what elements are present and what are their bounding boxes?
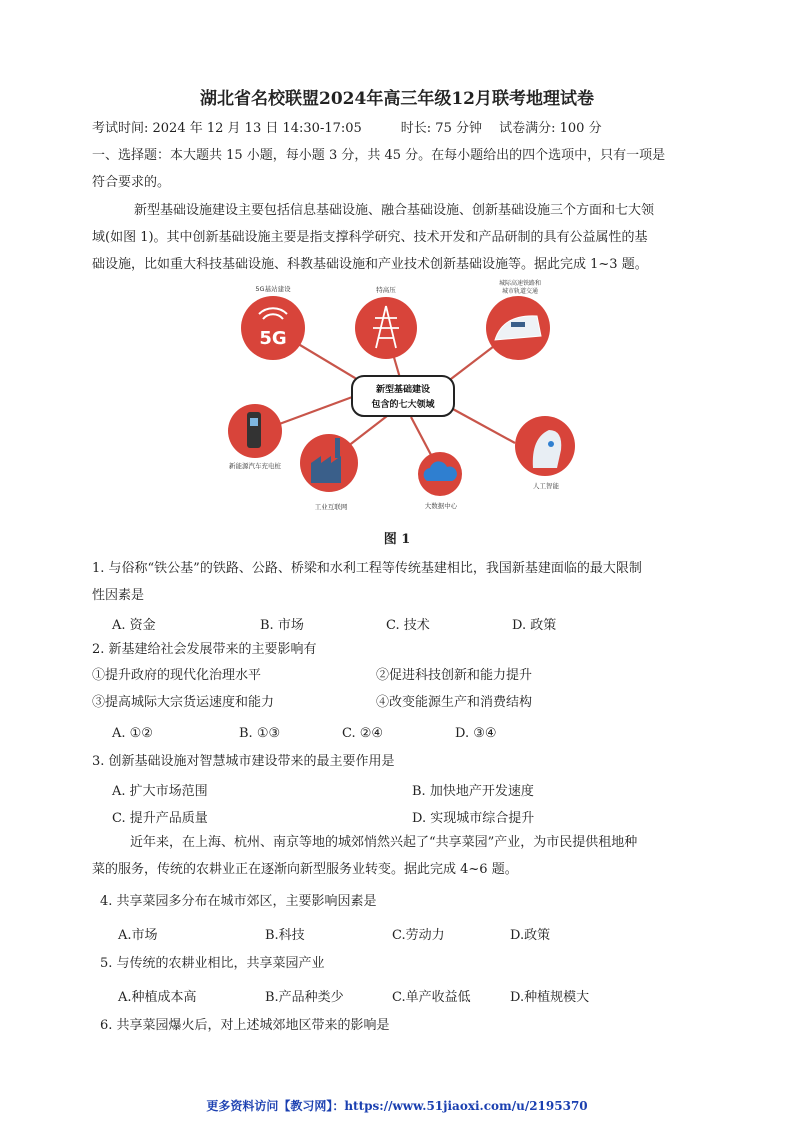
charging-pile-icon <box>247 412 261 448</box>
node-label-ai: 人工智能 <box>533 482 559 490</box>
node-uhv <box>355 285 417 359</box>
q2-option-d[interactable]: D. ③④ <box>455 726 497 741</box>
q4-option-a[interactable]: A.市场 <box>118 928 158 943</box>
node-label-industrial: 工业互联网 <box>314 503 348 511</box>
svg-text:5G: 5G <box>259 328 287 349</box>
passage1-line-1: 新型基础设施建设主要包括信息基础设施、融合基础设施、创新基础设施三个方面和七大领 <box>134 203 655 218</box>
q3-stem: 3. 创新基础设施对智慧城市建设带来的最主要作用是 <box>92 754 395 769</box>
q2-option-b[interactable]: B. ①③ <box>239 726 281 741</box>
node-5g <box>241 284 305 360</box>
node-label-bigdata: 大数据中心 <box>424 502 458 510</box>
node-charging <box>228 404 282 470</box>
section-intro-line-1: 一、选择题：本大题共 15 小题，每小题 3 分，共 45 分。在每小题给出的四个选项中，只有一项是 <box>92 148 666 163</box>
q4-option-b[interactable]: B.科技 <box>265 928 305 943</box>
q6-stem: 6. 共享菜园爆火后，对上述城郊地区带来的影响是 <box>100 1018 390 1033</box>
page-title: 湖北省名校联盟2024年高三年级12月联考地理试卷 <box>200 89 594 109</box>
q2-item-4: ④改变能源生产和消费结构 <box>376 695 533 710</box>
q4-option-d[interactable]: D.政策 <box>510 928 551 943</box>
node-rail <box>486 279 550 360</box>
q5-stem: 5. 与传统的农耕业相比，共享菜园产业 <box>100 956 325 971</box>
node-label-5g: 5G基站建设 <box>255 285 291 293</box>
node-label-rail-1: 城际高速铁路和 <box>498 280 542 287</box>
node-industrial <box>300 434 358 511</box>
q3-option-a[interactable]: A. 扩大市场范围 <box>112 784 208 799</box>
center-box <box>352 376 454 416</box>
q1-stem-line-1: 1. 与俗称“铁公基”的铁路、公路、桥梁和水利工程等传统基建相比，我国新基建面临的最大限制 <box>92 561 642 576</box>
q1-option-d[interactable]: D. 政策 <box>512 618 557 633</box>
footer-link[interactable]: 更多资料访问【教习网】：https://www.51jiaoxi.com/u/2195370 <box>206 1099 588 1113</box>
q1-option-c[interactable]: C. 技术 <box>386 618 430 633</box>
q1-stem-line-2: 性因素是 <box>92 588 145 603</box>
center-label-1: 新型基础建设 <box>375 385 431 395</box>
q5-option-b[interactable]: B.产品种类少 <box>265 990 344 1005</box>
section-intro-line-2: 符合要求的。 <box>92 175 171 190</box>
q2-item-2: ②促进科技创新和能力提升 <box>376 668 533 683</box>
node-ai <box>515 416 575 490</box>
node-label-charging: 新能源汽车充电桩 <box>229 462 281 470</box>
q2-item-1: ①提升政府的现代化治理水平 <box>92 668 262 683</box>
q3-option-c[interactable]: C. 提升产品质量 <box>112 811 208 826</box>
q2-option-c[interactable]: C. ②④ <box>342 726 384 741</box>
q5-option-d[interactable]: D.种植规模大 <box>510 990 590 1005</box>
q2-item-3: ③提高城际大宗货运速度和能力 <box>92 695 275 710</box>
q3-option-b[interactable]: B. 加快地产开发速度 <box>412 784 534 799</box>
q5-option-a[interactable]: A.种植成本高 <box>118 990 197 1005</box>
passage2-line-2: 菜的服务，传统的农耕业正在逐渐向新型服务业转变。据此完成 4~6 题。 <box>92 862 518 877</box>
passage2-line-1: 近年来，在上海、杭州、南京等地的城郊悄然兴起了“共享菜园”产业，为市民提供租地种 <box>130 835 638 850</box>
q2-stem: 2. 新基建给社会发展带来的主要影响有 <box>92 642 317 657</box>
passage1-line-2: 域(如图 1)。其中创新基础设施主要是指支撑科学研究、技术开发和产品研制的具有公益属性的基 <box>92 230 648 245</box>
node-bigdata <box>418 452 462 510</box>
q1-option-b[interactable]: B. 市场 <box>260 618 304 633</box>
center-label-2: 包含的七大领域 <box>371 400 435 410</box>
q5-option-c[interactable]: C.单产收益低 <box>392 990 471 1005</box>
node-label-rail-2: 城市轨道交通 <box>501 288 539 295</box>
exam-info: 考试时间: 2024 年 12 月 13 日 14:30-17:05 时长: 75 分钟 试卷满分: 100 分 <box>92 121 602 136</box>
figure-1 <box>215 278 585 523</box>
q1-option-a[interactable]: A. 资金 <box>112 618 156 633</box>
node-label-uhv: 特高压 <box>376 286 396 294</box>
figure-caption: 图 1 <box>383 532 411 547</box>
q2-option-a[interactable]: A. ①② <box>112 726 153 741</box>
passage1-line-3: 础设施，比如重大科技基础设施、科教基础设施和产业技术创新基础设施等。据此完成 1~3 题。 <box>92 257 648 272</box>
q3-option-d[interactable]: D. 实现城市综合提升 <box>412 811 535 826</box>
q4-stem: 4. 共享菜园多分布在城市郊区，主要影响因素是 <box>100 894 377 909</box>
q4-option-c[interactable]: C.劳动力 <box>392 928 445 943</box>
